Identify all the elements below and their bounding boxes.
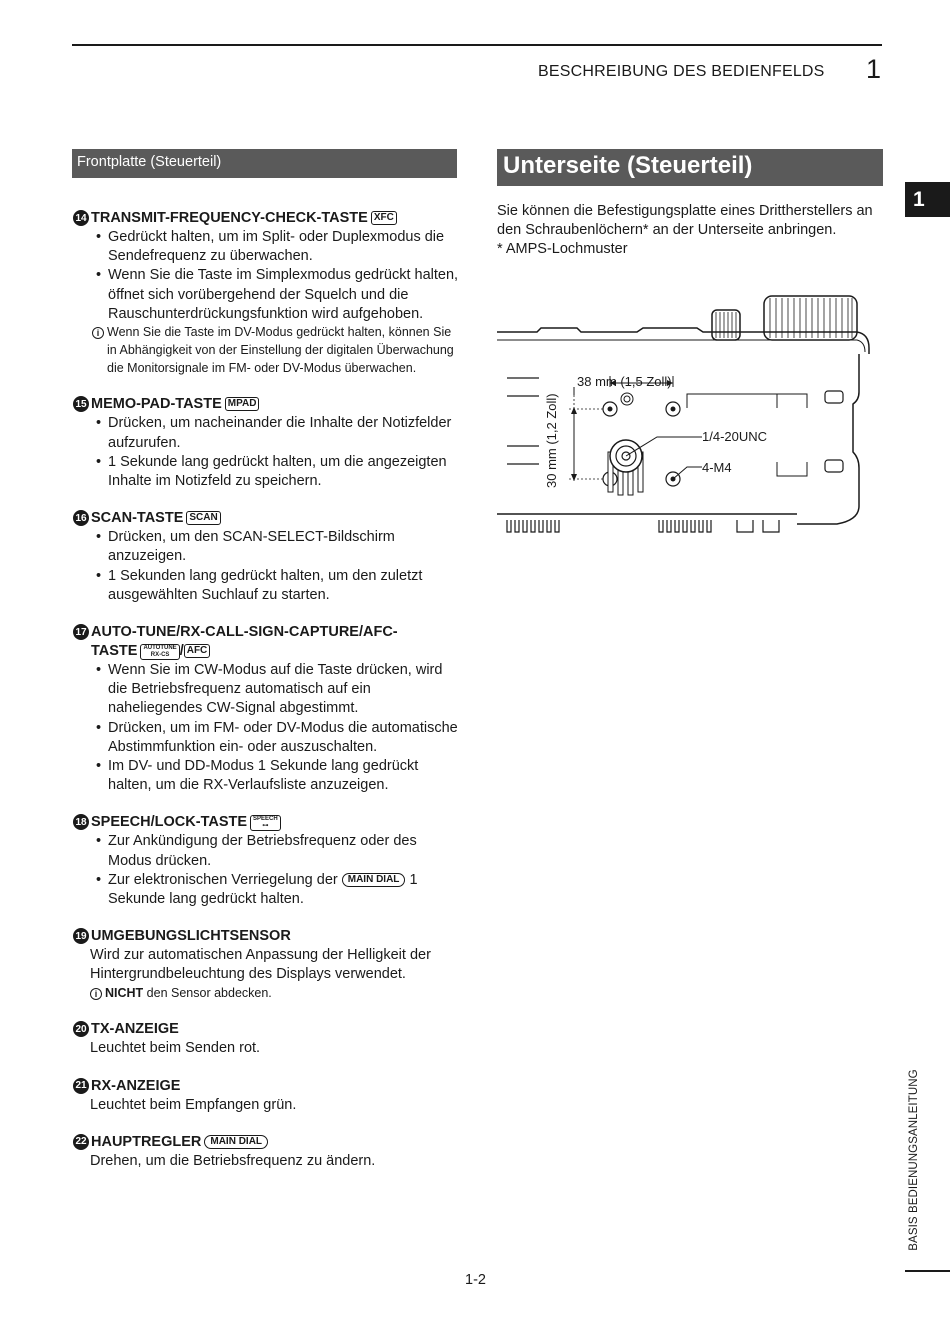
bottom-view-diagram — [497, 292, 877, 542]
item-15 — [72, 395, 462, 491]
side-vertical-label: BASIS BEDIENUNGSANLEITUNG — [908, 1069, 920, 1251]
bullet-item: • 1 Sekunden lang gedrückt halten, um den zuletzt ausgewählten Suchlauf zu starten. — [94, 567, 462, 605]
item-number-badge: 14 — [73, 210, 89, 226]
unc-hole-label: 1/4-20UNC — [702, 429, 768, 444]
item-18 — [72, 813, 462, 909]
right-paragraph: Sie können die Befestigungsplatte eines Drittherstellers an den Schraubenlöchern* an der Unterseite anbringen. — [497, 203, 873, 239]
left-section-title: Frontplatte (Steuerteil) — [72, 149, 457, 178]
item-title: TRANSMIT-FREQUENCY-CHECK-TASTE — [91, 210, 368, 226]
item-text: Leuchtet beim Empfangen grün. — [90, 1096, 297, 1113]
item-number-badge: 21 — [73, 1078, 89, 1094]
item-number-badge: 22 — [73, 1134, 89, 1150]
bullet-item: • Drücken, um im FM- oder DV-Modus die automatische Abstimmfunktion ein- oder auszuschalten. — [94, 719, 462, 757]
item-title-line1: AUTO-TUNE/RX-CALL-SIGN-CAPTURE/AFC- — [91, 624, 398, 641]
item-14 — [72, 209, 462, 377]
item-number-badge: 20 — [73, 1021, 89, 1037]
right-section-title: Unterseite (Steuerteil) — [497, 149, 883, 186]
item-number-badge: 18 — [73, 814, 89, 830]
xfc-key-icon: XFC — [371, 211, 397, 225]
item-22 — [72, 1133, 462, 1171]
item-number-badge: 19 — [73, 928, 89, 944]
bullet-item: • Drücken, um nacheinander die Inhalte der Notizfelder aufzurufen. — [94, 414, 462, 452]
left-column — [72, 209, 462, 1189]
item-title: TX-ANZEIGE — [91, 1021, 179, 1038]
right-description — [497, 202, 882, 260]
item-text: Wird zur automatischen Anpassung der Helligkeit der Hintergrundbeleuchtung des Displays verwendet. — [90, 947, 431, 983]
item-title: SCAN-TASTE — [91, 510, 184, 527]
item-title: MEMO-PAD-TASTE — [91, 396, 222, 413]
chapter-title: BESCHREIBUNG DES BEDIENFELDS — [538, 63, 825, 80]
item-number-badge: 16 — [73, 510, 89, 526]
item-title: RX-ANZEIGE — [91, 1077, 181, 1094]
m4-hole-label: 4-M4 — [702, 460, 732, 475]
bullet-item: • Wenn Sie im CW-Modus auf die Taste drücken, wird die Betriebsfrequenz automatisch auf ein naheliegendes CW-Signal abgestimmt. — [94, 661, 462, 719]
bullet-item: • Wenn Sie die Taste im Simplexmodus gedrückt halten, öffnet sich vorübergehend der Squelch und die Rauschunterdrückungsfunktion wird aufgehoben. — [94, 266, 462, 324]
main-dial-key-icon: MAIN DIAL — [342, 873, 406, 887]
item-20 — [72, 1020, 462, 1058]
chapter-tab[interactable]: 1 — [905, 182, 950, 217]
bullet-item: • Zur Ankündigung der Betriebsfrequenz oder des Modus drücken. — [94, 832, 462, 870]
note: i NICHT den Sensor abdecken. — [90, 985, 462, 1003]
item-number-badge: 17 — [73, 624, 89, 640]
chapter-number: 1 — [866, 54, 882, 84]
main-dial-key-icon: MAIN DIAL — [204, 1135, 268, 1149]
page-number: 1-2 — [465, 1272, 486, 1288]
item-21 — [72, 1077, 462, 1115]
height-dimension-label: 30 mm (1,2 Zoll) — [544, 393, 559, 488]
item-number-badge: 15 — [73, 396, 89, 412]
afc-key-icon: AFC — [184, 644, 211, 658]
item-16 — [72, 509, 462, 605]
item-title: HAUPTREGLER — [91, 1133, 202, 1150]
item-title-line2: TASTE — [91, 643, 138, 660]
bullet-item: • Zur elektronischen Verriegelung der MAIN DIAL 1 Sekunde lang gedrückt halten. — [94, 871, 462, 909]
note: i Wenn Sie die Taste im DV-Modus gedrückt halten, können Sie in Abhängigkeit von der Einstellung der digitalen Überwachung die Monitorsignale im FM- oder DV-Modus überwachen. — [92, 324, 462, 377]
bullet-item: • Drücken, um den SCAN-SELECT-Bildschirm anzuzeigen. — [94, 528, 462, 566]
scan-key-icon: SCAN — [186, 511, 220, 525]
header-rule — [72, 44, 882, 46]
bullet-item: • Gedrückt halten, um im Split- oder Duplexmodus die Sendefrequenz zu überwachen. — [94, 228, 462, 266]
right-footnote: * AMPS-Lochmuster — [497, 241, 628, 258]
width-dimension-label: 38 mm (1,5 Zoll) — [577, 374, 672, 389]
info-icon: i — [90, 988, 102, 1000]
item-title: SPEECH/LOCK-TASTE — [91, 814, 248, 831]
item-17: 17 AUTO-TUNE/RX-CALL-SIGN-CAPTURE/AFC- TASTE AUTOTUNE RX-CS / AFC • Wenn Sie im CW-Modus auf die Taste drücken, wird die Betriebsfrequenz automatisch auf ein naheliegendes CW-Signal abgestimmt. • Drücken, um im FM- oder DV-Modus die automatische Abstimmfunktion ein- oder auszuschalten. • Im DV- und DD-Modus 1 Sekunde lang gedrückt halten, um die RX-Verlaufsliste anzuzeigen. — [72, 623, 462, 795]
mpad-key-icon: MPAD — [225, 397, 260, 411]
bullet-item: • 1 Sekunde lang gedrückt halten, um die angezeigten Inhalte im Notizfeld zu speichern. — [94, 453, 462, 491]
item-text: Drehen, um die Betriebsfrequenz zu ändern. — [90, 1152, 376, 1169]
autotune-rxcs-key-icon: AUTOTUNE RX-CS — [140, 644, 179, 660]
info-icon: i — [92, 327, 104, 339]
item-title: UMGEBUNGSLICHTSENSOR — [91, 928, 291, 945]
item-text: Leuchtet beim Senden rot. — [90, 1040, 261, 1057]
item-19 — [72, 927, 462, 1002]
speech-lock-key-icon: SPEECH ⊶ — [250, 815, 281, 831]
bullet-item: • Im DV- und DD-Modus 1 Sekunde lang gedrückt halten, um die RX-Verlaufsliste anzuzeigen. — [94, 757, 462, 795]
side-rule — [905, 1270, 950, 1272]
